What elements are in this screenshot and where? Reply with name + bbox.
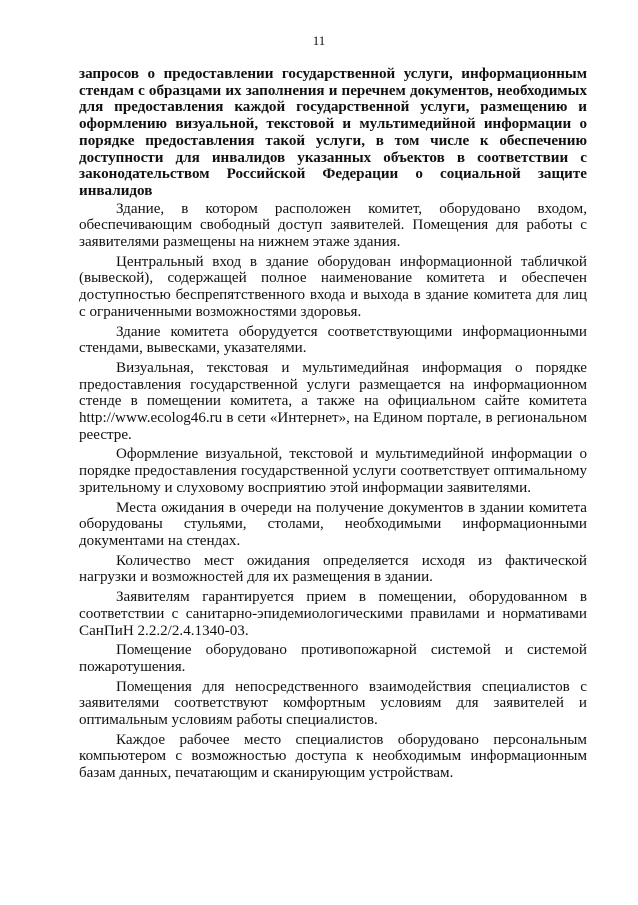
paragraph-information-design: Оформление визуальной, текстовой и мультимедийной информации о порядке предоставления государственной услуги соответствует оптимальному зрительному и слуховому восприятию этой информации заявителями. [79, 446, 587, 496]
paragraph-waiting-capacity: Количество мест ожидания определяется исходя из фактической нагрузки и возможностей для их размещения в здании. [79, 552, 587, 586]
paragraph-information-placement: Визуальная, текстовая и мультимедийная информация о порядке предоставления государственной услуги размещается на информационном стенде в помещении комитета, а также на официальном сайте комитета http://www.ecolog46.ru в сети «Интернет», на Едином портале, в региональном реестре. [79, 359, 587, 443]
paragraph-interaction-rooms: Помещения для непосредственного взаимодействия специалистов с заявителями соответствуют комфортным условиям для заявителей и оптимальным условиям работы специалистов. [79, 678, 587, 729]
paragraph-information-stands: Здание комитета оборудуется соответствующими информационными стендами, вывесками, указателями. [79, 323, 587, 357]
paragraph-central-entrance: Центральный вход в здание оборудован информационной табличкой (вывеской), содержащей полное наименование комитета и обеспечен доступностью беспрепятственного входа и выхода в здание комитета для лиц с ограниченными возможностями здоровья. [79, 253, 587, 320]
paragraph-workplace-equipment: Каждое рабочее место специалистов оборудовано персональным компьютером с возможностью доступа к необходимым информационным базам данных, печатающим и сканирующим устройствам. [79, 731, 587, 782]
paragraph-waiting-areas: Места ожидания в очереди на получение документов в здании комитета оборудованы стульями, столами, необходимыми информационными документами на стендах. [79, 499, 587, 549]
paragraph-fire-safety: Помещение оборудовано противопожарной системой и системой пожаротушения. [79, 642, 587, 675]
paragraph-building-access: Здание, в котором расположен комитет, оборудовано входом, обеспечивающим свободный доступ заявителей. Помещения для работы с заявителями размещены на нижнем этаже здания. [79, 200, 587, 251]
section-heading: запросов о предоставлении государственной услуги, информационным стендам с образцами их заполнения и перечнем документов, необходимых для предоставления каждой государственной услуги, размещению и оформлению визуальной, текстовой и мультимедийной информации о порядке предоставления такой услуги, в том числе к обеспечению доступности для инвалидов указанных объектов в соответствии с законодательством Российской Федерации о социальной защите инвалидов [79, 66, 587, 199]
document-body [79, 66, 587, 785]
page-number: 11 [312, 33, 326, 48]
paragraph-sanitary-rules: Заявителям гарантируется прием в помещении, оборудованном в соответствии с санитарно-эпидемиологическими правилами и нормативами СанПиН 2.2.2/2.4.1340-03. [79, 589, 587, 639]
